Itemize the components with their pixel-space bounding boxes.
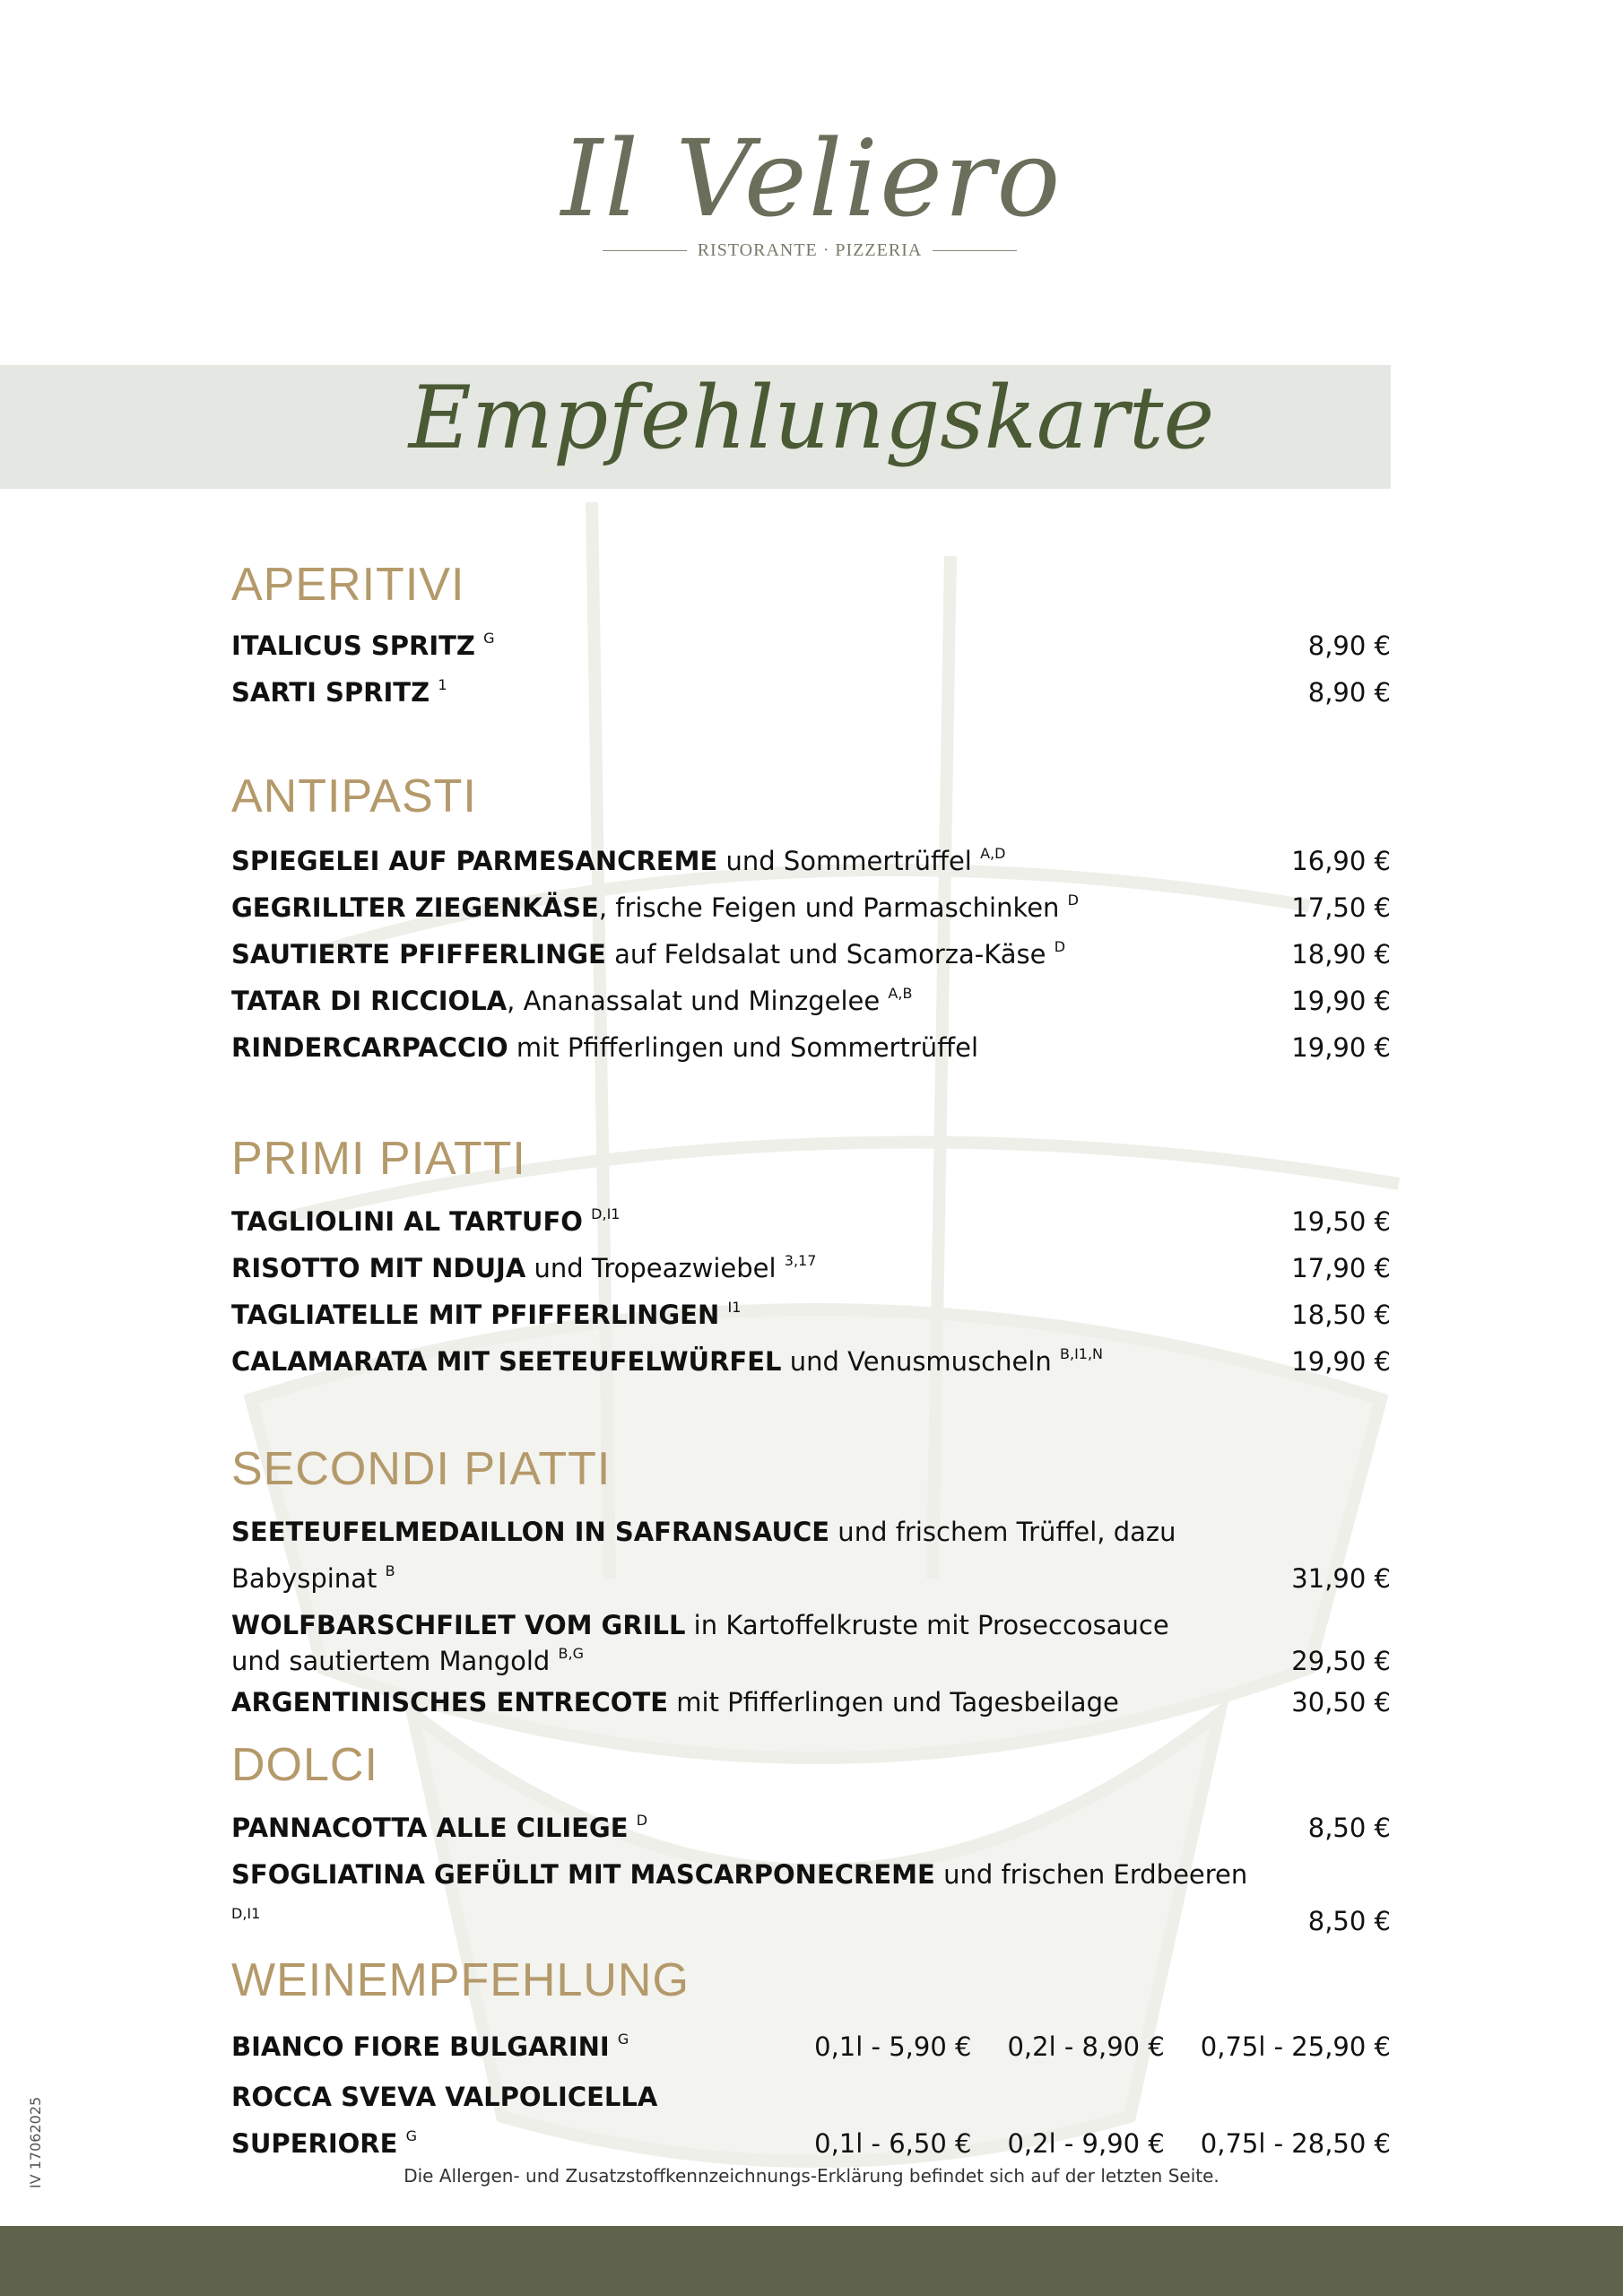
- allergen-code: B,G: [558, 1645, 584, 1662]
- item-description: und frischen Erdbeeren: [934, 1859, 1248, 1890]
- item-price: 17,50 €: [1291, 892, 1391, 923]
- item-price: 8,90 €: [1307, 677, 1391, 708]
- item-name: CALAMARATA MIT SEETEUFELWÜRFEL: [231, 1346, 782, 1377]
- menu-item: [231, 1338, 1391, 1385]
- price-0-1l: 0,1l - 6,50 €: [814, 2128, 972, 2159]
- item-description: und frischem Trüffel, dazu Babyspinat: [231, 1517, 1176, 1594]
- item-price: 29,50 €: [1291, 1646, 1391, 1676]
- item-description: , Ananassalat und Minzgelee: [507, 986, 881, 1016]
- allergen-code: B,I1,N: [1060, 1345, 1104, 1362]
- wine-item: [231, 2023, 1391, 2070]
- item-description: auf Feldsalat und Scamorza-Käse: [605, 939, 1046, 970]
- allergen-code: A,B: [888, 985, 913, 1002]
- section-title: WEINEMPFEHLUNG: [231, 1954, 690, 2006]
- section-title: DOLCI: [231, 1739, 378, 1791]
- logo-divider-right: [933, 250, 1017, 251]
- item-price: 8,90 €: [1307, 631, 1391, 661]
- item-price: 19,90 €: [1291, 1032, 1391, 1063]
- menu-item: [231, 622, 1391, 669]
- menu-item: [231, 838, 1391, 884]
- menu-item: [231, 884, 1391, 931]
- item-name: TATAR DI RICCIOLA: [231, 986, 508, 1016]
- item-price: 16,90 €: [1291, 846, 1391, 876]
- item-description: mit Pfifferlingen und Tagesbeilage: [668, 1687, 1119, 1718]
- section-weinempfehlung: [231, 1953, 1391, 2167]
- allergen-code: A,D: [980, 845, 1006, 862]
- item-name: WOLFBARSCHFILET VOM GRILL: [231, 1610, 686, 1640]
- section-title: APERITIVI: [231, 559, 465, 611]
- menu-item: [231, 1805, 1391, 1851]
- price-0-75l: 0,75l - 25,90 €: [1200, 2031, 1391, 2062]
- menu-item: [231, 1851, 1391, 1944]
- menu-item: [231, 1679, 1391, 1726]
- item-name: SAUTIERTE PFIFFERLINGE: [231, 939, 606, 970]
- price-0-2l: 0,2l - 8,90 €: [1007, 2031, 1165, 2062]
- item-price: 18,50 €: [1291, 1300, 1391, 1330]
- menu-item: [231, 931, 1391, 978]
- item-description-line2: und sautiertem Mangold: [231, 1646, 551, 1676]
- item-name: BIANCO FIORE BULGARINI: [231, 2031, 610, 2062]
- section-secondi-piatti: [231, 1442, 1391, 1726]
- item-name: TAGLIATELLE MIT PFIFFERLINGEN: [231, 1300, 720, 1330]
- allergen-code: I1: [727, 1299, 742, 1316]
- item-description: und Venusmuscheln: [781, 1346, 1052, 1377]
- allergen-code: D: [1054, 938, 1066, 955]
- item-price: 8,50 €: [1307, 1813, 1391, 1843]
- wine-item: [231, 2074, 1391, 2167]
- item-price: 19,90 €: [1291, 1346, 1391, 1377]
- item-name: TAGLIOLINI AL TARTUFO: [231, 1206, 583, 1237]
- menu-item: [231, 978, 1391, 1024]
- document-code: IV 17062025: [27, 2096, 44, 2188]
- item-name: RINDERCARPACCIO: [231, 1032, 508, 1063]
- menu-title: Empfehlungskarte: [408, 368, 1215, 468]
- item-description: und Sommertrüffel: [717, 846, 972, 876]
- menu-item: [231, 1198, 1391, 1245]
- item-name: SEETEUFELMEDAILLON IN SAFRANSAUCE: [231, 1517, 830, 1547]
- item-name: SARTI SPRITZ: [231, 677, 430, 708]
- menu-item: [231, 1245, 1391, 1292]
- section-title: PRIMI PIATTI: [231, 1133, 526, 1185]
- item-name: SFOGLIATINA GEFÜLLT MIT MASCARPONECREME: [231, 1859, 935, 1890]
- menu-item: [231, 1024, 1391, 1071]
- item-price: 31,90 €: [1291, 1563, 1391, 1594]
- item-name: ROCCA SVEVA VALPOLICELLA SUPERIORE: [231, 2082, 658, 2159]
- allergen-code: G: [617, 2031, 629, 2048]
- section-title: SECONDI PIATTI: [231, 1443, 612, 1495]
- item-name: SPIEGELEI AUF PARMESANCREME: [231, 846, 718, 876]
- allergen-code: G: [483, 630, 495, 647]
- item-price: 17,90 €: [1291, 1253, 1391, 1283]
- logo-subtitle-text: RISTORANTE · PIZZERIA: [697, 240, 923, 260]
- allergen-code: G: [405, 2127, 418, 2144]
- allergen-code: 1: [438, 676, 447, 693]
- item-name: RISOTTO MIT NDUJA: [231, 1253, 526, 1283]
- section-dolci: [231, 1738, 1391, 1944]
- item-price: 8,50 €: [1307, 1906, 1391, 1936]
- section-aperitivi: [231, 558, 1391, 716]
- item-description: mit Pfifferlingen und Sommertrüffel: [508, 1032, 979, 1063]
- logo-subtitle: [592, 240, 1028, 261]
- item-name: ITALICUS SPRITZ: [231, 631, 475, 661]
- item-name: GEGRILLTER ZIEGENKÄSE: [231, 892, 599, 923]
- item-name: PANNACOTTA ALLE CILIEGE: [231, 1813, 629, 1843]
- item-price: 18,90 €: [1291, 939, 1391, 970]
- item-description: und Tropeazwiebel: [525, 1253, 777, 1283]
- allergen-code: 3,17: [784, 1252, 817, 1269]
- allergen-footnote: Die Allergen- und Zusatzstoffkennzeichnungs-Erklärung befindet sich auf der letzten Seite.: [404, 2165, 1219, 2187]
- menu-item: [231, 1602, 1391, 1679]
- item-description: in Kartoffelkruste mit Proseccosauce: [685, 1610, 1169, 1640]
- allergen-code: D: [1067, 891, 1079, 909]
- footer-bar: [0, 2226, 1623, 2296]
- item-price: 30,50 €: [1291, 1687, 1391, 1718]
- section-title: ANTIPASTI: [231, 770, 477, 822]
- allergen-code: D,I1: [591, 1205, 621, 1222]
- price-0-2l: 0,2l - 9,90 €: [1007, 2128, 1165, 2159]
- item-price: 19,50 €: [1291, 1206, 1391, 1237]
- section-primi-piatti: [231, 1132, 1391, 1385]
- allergen-code: D,I1: [231, 1905, 261, 1922]
- item-name: ARGENTINISCHES ENTRECOTE: [231, 1687, 669, 1718]
- price-0-75l: 0,75l - 28,50 €: [1200, 2128, 1391, 2159]
- price-0-1l: 0,1l - 5,90 €: [814, 2031, 972, 2062]
- menu-item: [231, 669, 1391, 716]
- allergen-code: B: [385, 1562, 395, 1579]
- item-price: 19,90 €: [1291, 986, 1391, 1016]
- menu-item: [231, 1292, 1391, 1338]
- logo-divider-left: [603, 250, 687, 251]
- logo-name: Il Veliero: [560, 117, 1063, 240]
- item-description: , frische Feigen und Parmaschinken: [598, 892, 1060, 923]
- menu-item: [231, 1509, 1391, 1602]
- section-antipasti: [231, 770, 1391, 1071]
- allergen-code: D: [636, 1812, 648, 1829]
